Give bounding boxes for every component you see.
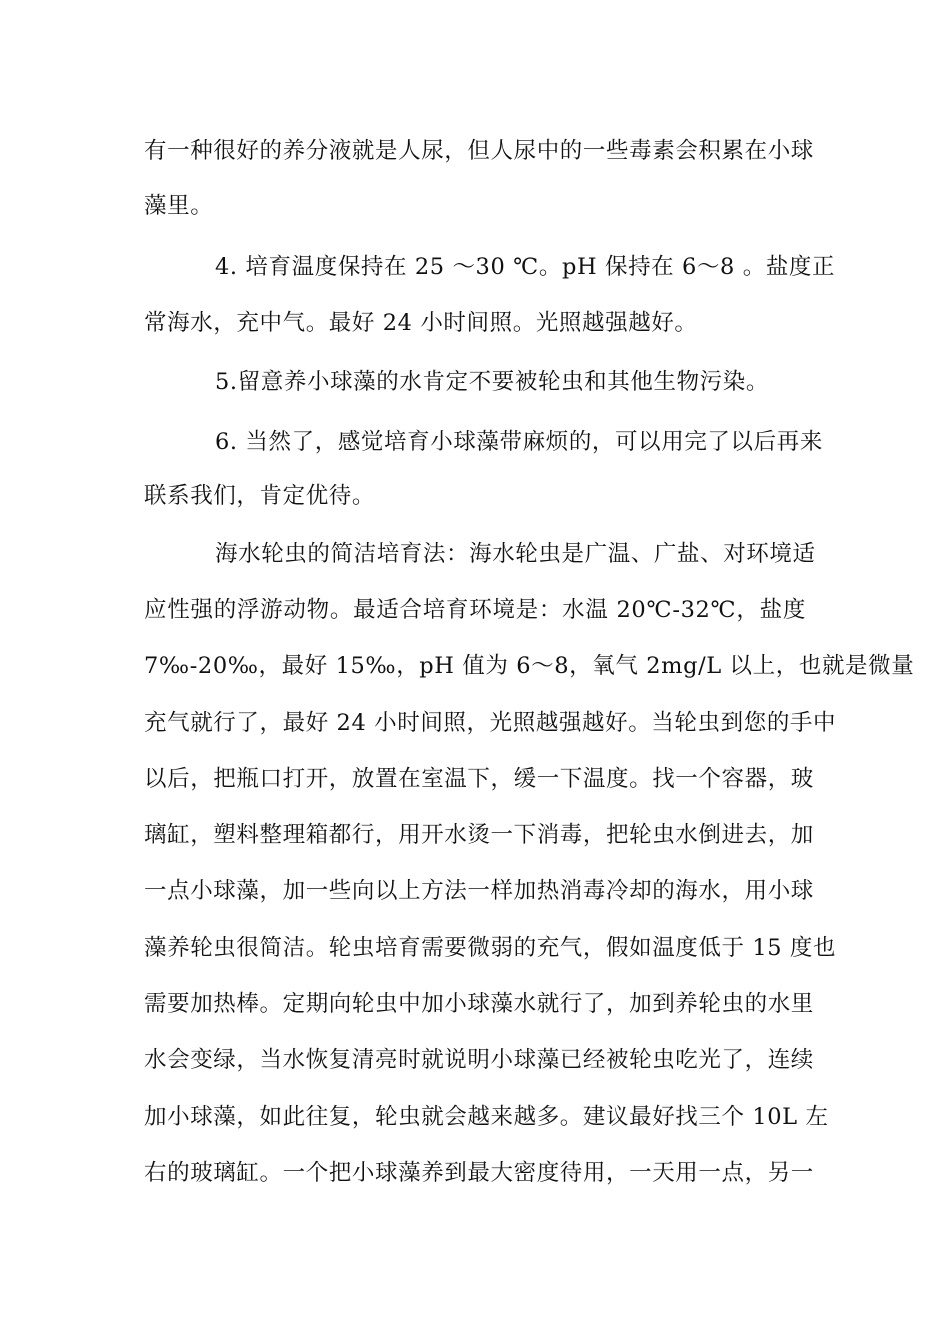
text-line: 右的玻璃缸。一个把小球藻养到最大密度待用，一天用一点，另一: [144, 1160, 814, 1186]
text-line: 一点小球藻，加一些向以上方法一样加热消毒冷却的海水，用小球: [144, 878, 814, 904]
text-line: 璃缸，塑料整理箱都行，用开水烫一下消毒，把轮虫水倒进去，加: [144, 822, 814, 848]
text-line: 水会变绿，当水恢复清亮时就说明小球藻已经被轮虫吃光了，连续: [144, 1047, 814, 1073]
text-line: 4. 培育温度保持在 25 ～30 ℃。pH 保持在 6～8 。盐度正: [215, 254, 836, 280]
text-line: 6. 当然了，感觉培育小球藻带麻烦的，可以用完了以后再来: [215, 429, 823, 455]
text-line: 藻里。: [144, 193, 214, 219]
text-line: 有一种很好的养分液就是人尿，但人尿中的一些毒素会积累在小球: [144, 138, 814, 164]
text-line: 加小球藻，如此往复，轮虫就会越来越多。建议最好找三个 10L 左: [144, 1104, 829, 1130]
text-line: 联系我们，肯定优待。: [144, 483, 376, 509]
text-line: 以后，把瓶口打开，放置在室温下，缓一下温度。找一个容器，玻: [144, 766, 814, 792]
text-line: 常海水，充中气。最好 24 小时间照。光照越强越好。: [144, 310, 698, 336]
text-line: 7‰-20‰，最好 15‰，pH 值为 6～8，氧气 2mg/L 以上，也就是微量: [144, 653, 915, 679]
text-line: 充气就行了，最好 24 小时间照，光照越强越好。当轮虫到您的手中: [144, 710, 837, 736]
text-line: 应性强的浮游动物。最适合培育环境是：水温 20℃-32℃，盐度: [144, 597, 806, 623]
text-line: 需要加热棒。定期向轮虫中加小球藻水就行了，加到养轮虫的水里: [144, 991, 814, 1017]
text-line: 5.留意养小球藻的水肯定不要被轮虫和其他生物污染。: [215, 369, 769, 395]
text-line: 海水轮虫的简洁培育法：海水轮虫是广温、广盐、对环境适: [215, 541, 816, 567]
text-line: 藻养轮虫很简洁。轮虫培育需要微弱的充气，假如温度低于 15 度也: [144, 935, 837, 961]
